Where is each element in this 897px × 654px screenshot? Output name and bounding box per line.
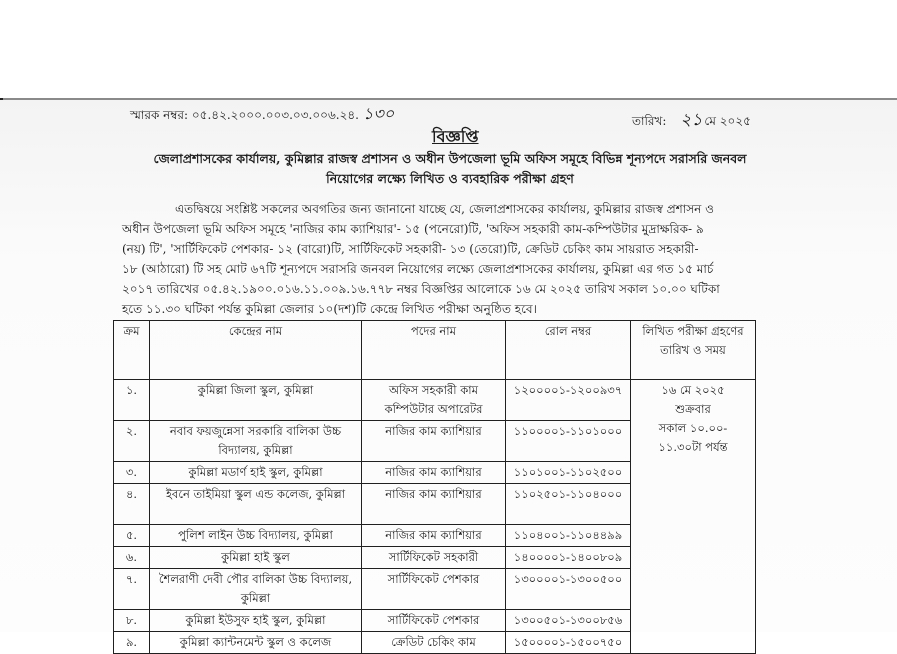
cell-post: নাজির কাম ক্যাশিয়ার — [362, 421, 506, 462]
schedule-day: শুক্রবার — [675, 402, 711, 416]
viewer-top-area — [0, 0, 897, 99]
cell-post: সার্টিফিকেট সহকারী — [362, 547, 506, 569]
date-label: তারিখ: — [632, 114, 667, 128]
cell-post: নাজির কাম ক্যাশিয়ার — [362, 484, 506, 525]
cell-schedule — [631, 380, 756, 654]
cell-post: ক্রেডিট চেকিং কাম — [362, 632, 506, 654]
cell-roll: ১৩০০০০১-১৩০০৫০০ — [506, 569, 631, 610]
cell-serial: ২. — [114, 421, 150, 462]
memo-number-value: ০৫.৪২.২০০০.০০৩.০৩.০০৬.২৪. — [191, 108, 359, 122]
cell-center: কুমিল্লা হাই স্কুল — [150, 547, 362, 569]
cell-post: নাজির কাম ক্যাশিয়ার — [362, 525, 506, 547]
cell-serial: ৪. — [114, 484, 150, 525]
cell-serial: ৭. — [114, 569, 150, 610]
body-line: (নয়) টি', 'সার্টিফিকেট পেশকার- ১২ (বারো)টি, সার্টিফিকেট সহকারী- ১৩ (তেরো)টি, ক্রেডিট চেকিং কাম সায়রাত সহকারী- — [122, 242, 699, 256]
cell-roll: ১৫০০০০১-১৫০০৭৫০ — [506, 632, 631, 654]
date-month-year: মে ২০২৫ — [704, 114, 751, 128]
memo-label: স্মারক নম্বর: — [130, 108, 189, 122]
cell-roll: ১২০০০০১-১২০০৯৩৭ — [506, 380, 631, 421]
header-roll: রোল নম্বর — [506, 321, 631, 380]
body-line: ২০১৭ তারিখের ০৫.৪২.১৯০০.০১৬.১১.০০৯.১৬.৭৭৮ নম্বর বিজ্ঞপ্তির আলোকে ১৬ মে ২০২৫ তারিখ সকাল ১০.০০ ঘটিকা — [122, 282, 720, 296]
cell-post: নাজির কাম ক্যাশিয়ার — [362, 462, 506, 484]
exam-centers-table — [113, 320, 756, 654]
cell-center: শৈলরাণী দেবী পৌর বালিকা উচ্চ বিদ্যালয়, কুমিল্লা — [150, 569, 362, 610]
schedule-time-end: ১১.৩০টা পর্যন্ত — [658, 440, 728, 454]
cell-roll: ১৩০০৫০১-১৩০০৮৫৬ — [506, 610, 631, 632]
cell-center: কুমিল্লা জিলা স্কুল, কুমিল্লা — [150, 380, 362, 421]
cell-post: সার্টিফিকেট পেশকার — [362, 569, 506, 610]
date-handwritten-day: ২১ — [680, 110, 703, 130]
cell-roll: ১১০৪০০১-১১০৪৪৯৯ — [506, 525, 631, 547]
cell-center: কুমিল্লা ইউসুফ হাই স্কুল, কুমিল্লা — [150, 610, 362, 632]
cell-roll: ১৪০০০০১-১৪০০৮০৯ — [506, 547, 631, 569]
cell-roll: ১১০২৫০১-১১০৪০০০ — [506, 484, 631, 525]
notice-date — [632, 107, 751, 135]
cell-serial: ১. — [114, 380, 150, 421]
header-post: পদের নাম — [362, 321, 506, 380]
cell-serial: ৩. — [114, 462, 150, 484]
cell-serial: ৮. — [114, 610, 150, 632]
cell-center: নবাব ফয়জুন্নেসা সরকারি বালিকা উচ্চ বিদ্যালয়, কুমিল্লা — [150, 421, 362, 462]
cell-roll: ১১০০০০১-১১০১০০০ — [506, 421, 631, 462]
table-row — [114, 380, 756, 421]
cell-post: সার্টিফিকেট পেশকার — [362, 610, 506, 632]
schedule-date: ১৬ মে ২০২৫ — [661, 383, 725, 397]
cell-serial: ৬. — [114, 547, 150, 569]
cell-post: অফিস সহকারী কাম কম্পিউটার অপারেটর — [362, 380, 506, 421]
body-line: ১৮ (আঠারো) টি সহ মোট ৬৭টি শূন্যপদে সরাসরি জনবল নিয়োগের লক্ষ্যে জেলাপ্রশাসকের কার্যালয়, কুমিল্লা এর গত ১৫ মার্চ — [122, 262, 714, 276]
notice-subtitle-line2: নিয়োগের লক্ষ্যে লিখিত ও ব্যবহারিক পরীক্ষা গ্রহণ — [326, 171, 574, 186]
cell-center: ইবনে তাইমিয়া স্কুল এন্ড কলেজ, কুমিল্লা — [150, 484, 362, 525]
notice-subtitle-line1: জেলাপ্রশাসকের কার্যালয়, কুমিল্লার রাজস্ব প্রশাসন ও অধীন উপজেলা ভূমি অফিস সমূহে বিভিন্ন শূন্যপদে সরাসরি জনবল — [153, 151, 747, 166]
body-line: এতদ্বিষয়ে সংশ্লিষ্ট সকলের অবগতির জন্য জানানো যাচ্ছে যে, জেলাপ্রশাসকের কার্যালয়, কুমিল্লার রাজস্ব প্রশাসন ও — [175, 202, 714, 216]
body-line: অধীন উপজেলা ভূমি অফিস সমূহে 'নাজির কাম ক্যাশিয়ার'- ১৫ (পনেরো)টি, 'অফিস সহকারী কাম-কম্পিউটার মুদ্রাক্ষরিক- ৯ — [122, 222, 704, 236]
cell-center: কুমিল্লা মডার্ণ হাই স্কুল, কুমিল্লা — [150, 462, 362, 484]
cell-roll: ১১০১০০১-১১০২৫০০ — [506, 462, 631, 484]
notice-document — [0, 100, 897, 649]
cell-center: পুলিশ লাইন উচ্চ বিদ্যালয়, কুমিল্লা — [150, 525, 362, 547]
body-line: হতে ১১.৩০ ঘটিকা পর্যন্ত কুমিল্লা জেলার ১০(দশ)টি কেন্দ্রে লিখিত পরীক্ষা অনুষ্ঠিত হবে। — [122, 302, 537, 316]
memo-handwritten-number: ১৩০ — [362, 104, 395, 123]
cell-center: কুমিল্লা ক্যান্টনমেন্ট স্কুল ও কলেজ — [150, 632, 362, 654]
header-serial: ক্রম — [114, 321, 150, 380]
header-schedule: লিখিত পরীক্ষা গ্রহণের তারিখ ও সময় — [631, 321, 756, 380]
cell-serial: ৫. — [114, 525, 150, 547]
table-header-row — [114, 321, 756, 380]
cell-serial: ৯. — [114, 632, 150, 654]
memo-number — [130, 101, 394, 128]
schedule-time-start: সকাল ১০.০০- — [658, 421, 728, 435]
header-center: কেন্দ্রের নাম — [150, 321, 362, 380]
notice-title: বিজ্ঞপ্তি — [432, 127, 479, 146]
